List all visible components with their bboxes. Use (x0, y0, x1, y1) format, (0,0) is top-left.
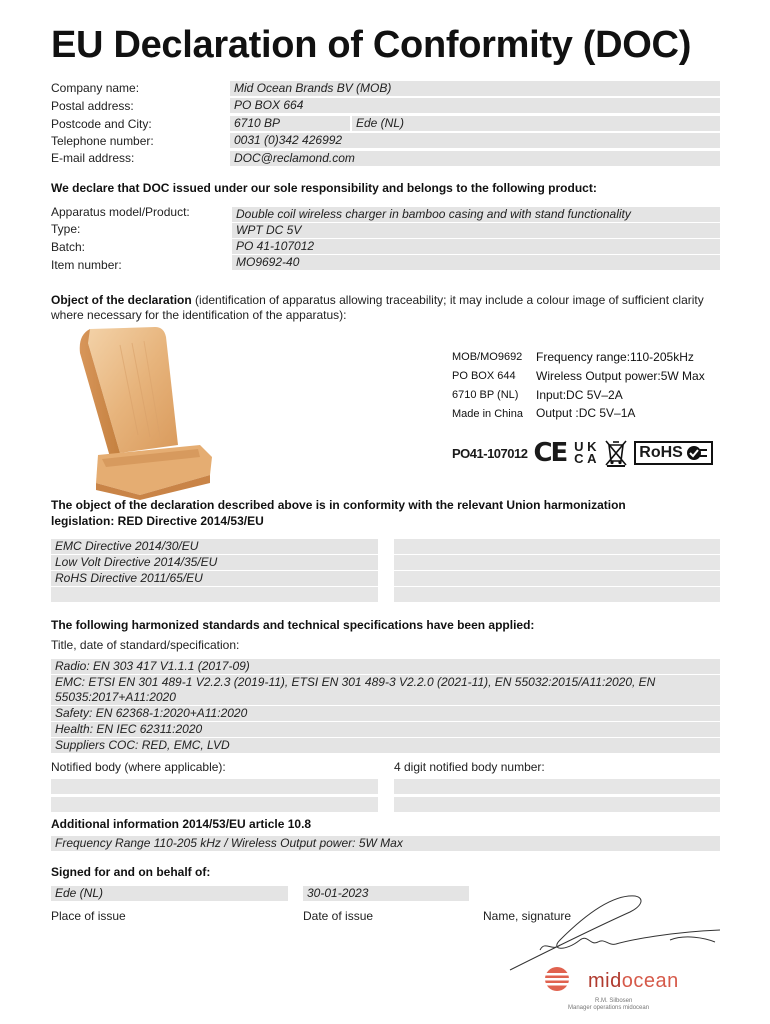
item-number-field[interactable]: MO9692-40 (232, 255, 720, 270)
notified-number-label: 4 digit notified body number: (394, 760, 545, 774)
directive-field[interactable]: Low Volt Directive 2014/35/EU (51, 555, 378, 570)
rohs-text: RoHS (639, 444, 683, 461)
declare-heading: We declare that DOC issued under our sole responsibility and belongs to the following product: (51, 181, 597, 195)
type-field[interactable]: WPT DC 5V (232, 223, 720, 238)
logo-mid: mid (588, 970, 622, 992)
object-paragraph (51, 293, 731, 323)
item-number-label: Item number: (51, 258, 122, 272)
directive-field-empty[interactable] (51, 587, 378, 602)
ce-mark-icon: CE (533, 438, 567, 468)
ukca-u: U (574, 439, 584, 454)
directive-field-empty[interactable] (394, 539, 720, 554)
directive-field-empty[interactable] (394, 555, 720, 570)
label-input: Input:DC 5V–2A (536, 388, 623, 402)
weee-bin-icon (604, 439, 628, 467)
standards-sublabel: Title, date of standard/specification: (51, 638, 240, 652)
postal-address-label: Postal address: (51, 99, 134, 113)
notified-number-field[interactable] (394, 797, 720, 812)
directive-field[interactable]: EMC Directive 2014/30/EU (51, 539, 378, 554)
object-bold: Object of the declaration (51, 293, 192, 307)
standard-field[interactable]: Safety: EN 62368-1:2020+A11:2020 (51, 706, 720, 721)
standard-field-emc[interactable] (51, 675, 720, 705)
postal-address-field[interactable]: PO BOX 664 (230, 98, 720, 113)
directive-field[interactable]: RoHS Directive 2011/65/EU (51, 571, 378, 586)
signer-name: R.M. Silbosen (595, 998, 633, 1004)
logo-ocean: ocean (621, 970, 679, 992)
label-model: MOB/MO9692 (452, 351, 523, 363)
label-frequency: Frequency range:110-205kHz (536, 350, 694, 364)
postcode-city-label: Postcode and City: (51, 117, 152, 131)
telephone-label: Telephone number: (51, 134, 154, 148)
standards-heading: The following harmonized standards and technical specifications have been applied: (51, 618, 535, 632)
additional-heading: Additional information 2014/53/EU article 10.8 (51, 817, 312, 831)
label-batch-code: PO41-107012 (452, 445, 528, 461)
company-name-label: Company name: (51, 81, 140, 95)
label-wireless-output: Wireless Output power:5W Max (536, 369, 705, 383)
label-pobox: PO BOX 644 (452, 370, 516, 382)
conformity-line1: The object of the declaration described above is in conformity with the relevant Union harmonization (51, 498, 626, 512)
telephone-field[interactable]: 0031 (0)342 426992 (230, 133, 720, 148)
ukca-k: K (587, 439, 597, 454)
certification-marks (452, 436, 713, 470)
midocean-logo-icon (542, 964, 572, 994)
signed-heading: Signed for and on behalf of: (51, 865, 211, 879)
type-label: Type: (51, 222, 81, 236)
company-name-field[interactable]: Mid Ocean Brands BV (MOB) (230, 81, 720, 96)
place-label: Place of issue (51, 909, 126, 923)
postcode-field[interactable]: 6710 BP (230, 116, 350, 131)
midocean-logo-text (588, 970, 679, 993)
label-output: Output :DC 5V–1A (536, 406, 636, 420)
notified-body-field[interactable] (51, 797, 378, 812)
model-field[interactable]: Double coil wireless charger in bamboo casing and with stand functionality (232, 207, 720, 222)
product-label (452, 348, 732, 478)
directive-field-empty[interactable] (394, 571, 720, 586)
ukca-a: A (587, 451, 597, 466)
notified-number-field[interactable] (394, 779, 720, 794)
object-text: (identification of apparatus allowing traceability; it may include a colour image of sufficient clarity where necessary for the identification of the apparatus): (51, 293, 704, 322)
ukca-c: C (574, 451, 584, 466)
email-label: E-mail address: (51, 151, 135, 165)
signer-role: Manager operations midocean (568, 1005, 650, 1011)
directive-field-empty[interactable] (394, 587, 720, 602)
label-origin: Made in China (452, 408, 523, 420)
standard-field[interactable]: Radio: EN 303 417 V1.1.1 (2017-09) (51, 659, 720, 674)
ukca-mark-icon (572, 441, 598, 465)
label-postcode: 6710 BP (NL) (452, 389, 519, 401)
standard-field[interactable]: Suppliers COC: RED, EMC, LVD (51, 738, 720, 753)
notified-body-field[interactable] (51, 779, 378, 794)
city-field[interactable] (352, 116, 720, 131)
product-image (60, 325, 230, 500)
handwritten-signature (470, 890, 730, 980)
additional-field[interactable]: Frequency Range 110-205 kHz / Wireless Output power: 5W Max (51, 836, 720, 851)
batch-field[interactable]: PO 41-107012 (232, 239, 720, 254)
conformity-line2: legislation: RED Directive 2014/53/EU (51, 514, 264, 528)
standard-emc-line1: EMC: ETSI EN 301 489-1 V2.2.3 (2019-11), ETSI EN 301 489-3 V2.2.0 (2021-11), EN 55032:2015/A11:2020, EN (55, 675, 656, 689)
city-value: Ede (NL) (356, 116, 405, 130)
date-label: Date of issue (303, 909, 374, 923)
notified-body-label: Notified body (where applicable): (51, 760, 226, 774)
batch-label: Batch: (51, 240, 86, 254)
rohs-mark (634, 441, 713, 465)
date-field[interactable]: 30-01-2023 (303, 886, 469, 901)
signature-area (470, 890, 730, 1020)
model-label: Apparatus model/Product: (51, 205, 190, 219)
name-signature-label: Name, signature (483, 909, 572, 923)
page-title: EU Declaration of Conformity (DOC) (51, 24, 692, 66)
standard-emc-line2: 55035:2017+A11:2020 (55, 690, 176, 704)
email-field[interactable]: DOC@reclamond.com (230, 151, 720, 166)
place-field[interactable]: Ede (NL) (51, 886, 288, 901)
rohs-check-icon (686, 445, 708, 461)
standard-field[interactable]: Health: EN IEC 62311:2020 (51, 722, 720, 737)
